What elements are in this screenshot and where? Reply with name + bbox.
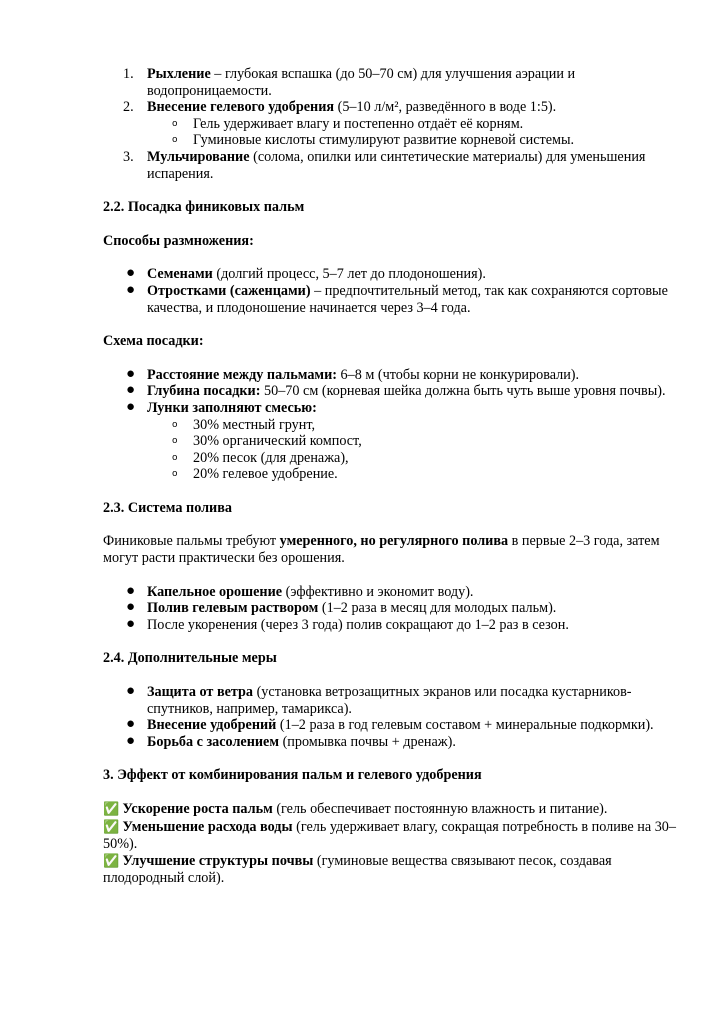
list-item xyxy=(103,600,679,617)
effects-list xyxy=(103,801,679,887)
item-text: (установка ветрозащитных экранов или посадка кустарников-спутников, например, тамарикса). xyxy=(147,684,632,717)
bullet-icon: ● xyxy=(126,615,136,632)
item-term: Внесение гелевого удобрения xyxy=(147,99,335,116)
item-term: Лунки заполняют смесью: xyxy=(147,399,317,416)
list-item xyxy=(103,684,679,717)
item-term: Ускорение роста пальм xyxy=(122,801,273,817)
gel-effects-sublist xyxy=(103,116,679,149)
soil-steps-list xyxy=(103,66,679,116)
circle-bullet-icon: o xyxy=(172,118,178,129)
checkmark-icon: ✅ xyxy=(103,802,120,817)
checkmark-icon: ✅ xyxy=(103,819,120,835)
subsection-heading: Способы размножения: xyxy=(103,232,254,249)
item-text: 6–8 м (чтобы корни не конкурировали). xyxy=(336,366,580,383)
irrigation-list xyxy=(103,584,679,634)
item-term: Уменьшение расхода воды xyxy=(122,818,293,835)
item-text: (1–2 раза в год гелевым составом + минеральные подкормки). xyxy=(276,717,654,734)
bullet-icon: ● xyxy=(126,716,136,733)
list-item xyxy=(103,367,679,384)
paragraph-emphasis: умеренного, но регулярного полива xyxy=(279,533,509,550)
list-item xyxy=(103,617,679,634)
item-term: Улучшение структуры почвы xyxy=(122,852,314,869)
soil-mix-sublist xyxy=(103,417,679,483)
list-item xyxy=(103,853,679,887)
bullet-icon: ● xyxy=(126,281,136,298)
item-term: Внесение удобрений xyxy=(147,717,277,734)
list-item xyxy=(103,450,679,467)
additional-measures-list xyxy=(103,684,679,750)
item-text: – глубокая вспашка (до 50–70 см) для улучшения аэрации и водопроницаемости. xyxy=(147,66,576,99)
list-item xyxy=(103,400,679,417)
item-text: (1–2 раза в месяц для молодых пальм). xyxy=(318,600,557,617)
planting-scheme-list xyxy=(103,367,679,417)
list-number: 3. xyxy=(123,148,134,165)
item-term: Семенами xyxy=(147,266,213,283)
list-item xyxy=(103,433,679,450)
list-item xyxy=(103,266,679,283)
subsection-heading: Схема посадки: xyxy=(103,333,204,350)
item-text: Гуминовые кислоты стимулируют развитие корневой системы. xyxy=(193,132,575,149)
list-number: 2. xyxy=(123,99,134,116)
circle-bullet-icon: o xyxy=(172,469,178,480)
item-text: (5–10 л/м², разведённого в воде 1:5). xyxy=(334,99,557,116)
item-term: Глубина посадки: xyxy=(147,383,261,400)
paragraph-text: Финиковые пальмы требуют xyxy=(103,533,280,550)
item-term: Отростками (саженцами) xyxy=(147,282,311,299)
list-item xyxy=(103,801,679,819)
bullet-icon: ● xyxy=(126,382,136,399)
item-text: (гель обеспечивает постоянную влажность и питание). xyxy=(272,801,608,817)
item-term: Защита от ветра xyxy=(147,684,254,701)
soil-steps-list-cont xyxy=(103,149,679,182)
circle-bullet-icon: o xyxy=(172,452,178,463)
list-item xyxy=(103,717,679,734)
item-text: 30% органический компост, xyxy=(193,433,362,450)
item-text: 50–70 см (корневая шейка должна быть чуть выше уровня почвы). xyxy=(260,383,666,400)
bullet-icon: ● xyxy=(126,398,136,415)
list-item xyxy=(103,466,679,483)
item-text: (гель удерживает влагу, сокращая потребность в поливе на 30–50%). xyxy=(103,818,676,853)
item-text: (солома, опилки или синтетические материалы) для уменьшения испарения. xyxy=(147,148,646,182)
list-item xyxy=(103,66,679,99)
list-number: 1. xyxy=(123,66,134,82)
bullet-icon: ● xyxy=(126,599,136,616)
item-term: Полив гелевым раствором xyxy=(147,600,319,617)
item-text: (долгий процесс, 5–7 лет до плодоношения). xyxy=(212,266,486,283)
section-heading: 2.2. Посадка финиковых пальм xyxy=(103,199,305,216)
list-item xyxy=(103,734,679,751)
item-text: (эффективно и экономит воду). xyxy=(282,583,474,600)
checkmark-icon: ✅ xyxy=(103,853,120,869)
section-heading: 3. Эффект от комбинирования пальм и гелевого удобрения xyxy=(103,767,482,784)
bullet-icon: ● xyxy=(126,265,136,282)
item-text: (гуминовые вещества связывают песок, создавая плодородный слой). xyxy=(103,852,612,887)
paragraph-text: в первые 2–3 года, затем могут расти практически без орошения. xyxy=(103,533,660,567)
propagation-list xyxy=(103,266,679,316)
list-item xyxy=(103,819,679,853)
document-page xyxy=(103,66,679,887)
item-text: 20% песок (для дренажа), xyxy=(193,449,349,466)
list-item xyxy=(103,116,679,133)
bullet-icon: ● xyxy=(126,732,136,749)
item-text: (промывка почвы + дренаж). xyxy=(279,733,456,750)
list-item xyxy=(103,283,679,316)
item-text: 30% местный грунт, xyxy=(193,416,316,433)
bullet-icon: ● xyxy=(126,582,136,599)
item-term: Борьба с засолением xyxy=(147,733,280,750)
circle-bullet-icon: o xyxy=(172,436,178,447)
item-text: После укоренения (через 3 года) полив сокращают до 1–2 раз в сезон. xyxy=(147,616,569,633)
item-term: Мульчирование xyxy=(147,148,250,165)
section-heading: 2.4. Дополнительные меры xyxy=(103,650,277,667)
item-text: – предпочтительный метод, так как сохраняются сортовые качества, и плодоношение начинается через 3–4 года. xyxy=(147,282,668,316)
list-item xyxy=(103,149,679,182)
circle-bullet-icon: o xyxy=(172,135,178,146)
list-item xyxy=(103,99,679,116)
list-item xyxy=(103,584,679,601)
bullet-icon: ● xyxy=(126,683,136,700)
bullet-icon: ● xyxy=(126,365,136,382)
paragraph xyxy=(103,533,679,566)
section-heading: 2.3. Система полива xyxy=(103,499,232,516)
circle-bullet-icon: o xyxy=(172,419,178,430)
item-term: Рыхление xyxy=(147,66,211,82)
item-term: Капельное орошение xyxy=(147,583,283,600)
item-text: Гель удерживает влагу и постепенно отдаёт её корням. xyxy=(193,115,524,132)
list-item xyxy=(103,132,679,149)
list-item xyxy=(103,383,679,400)
item-term: Расстояние между пальмами: xyxy=(147,366,337,383)
item-text: 20% гелевое удобрение. xyxy=(193,466,338,483)
list-item xyxy=(103,417,679,434)
